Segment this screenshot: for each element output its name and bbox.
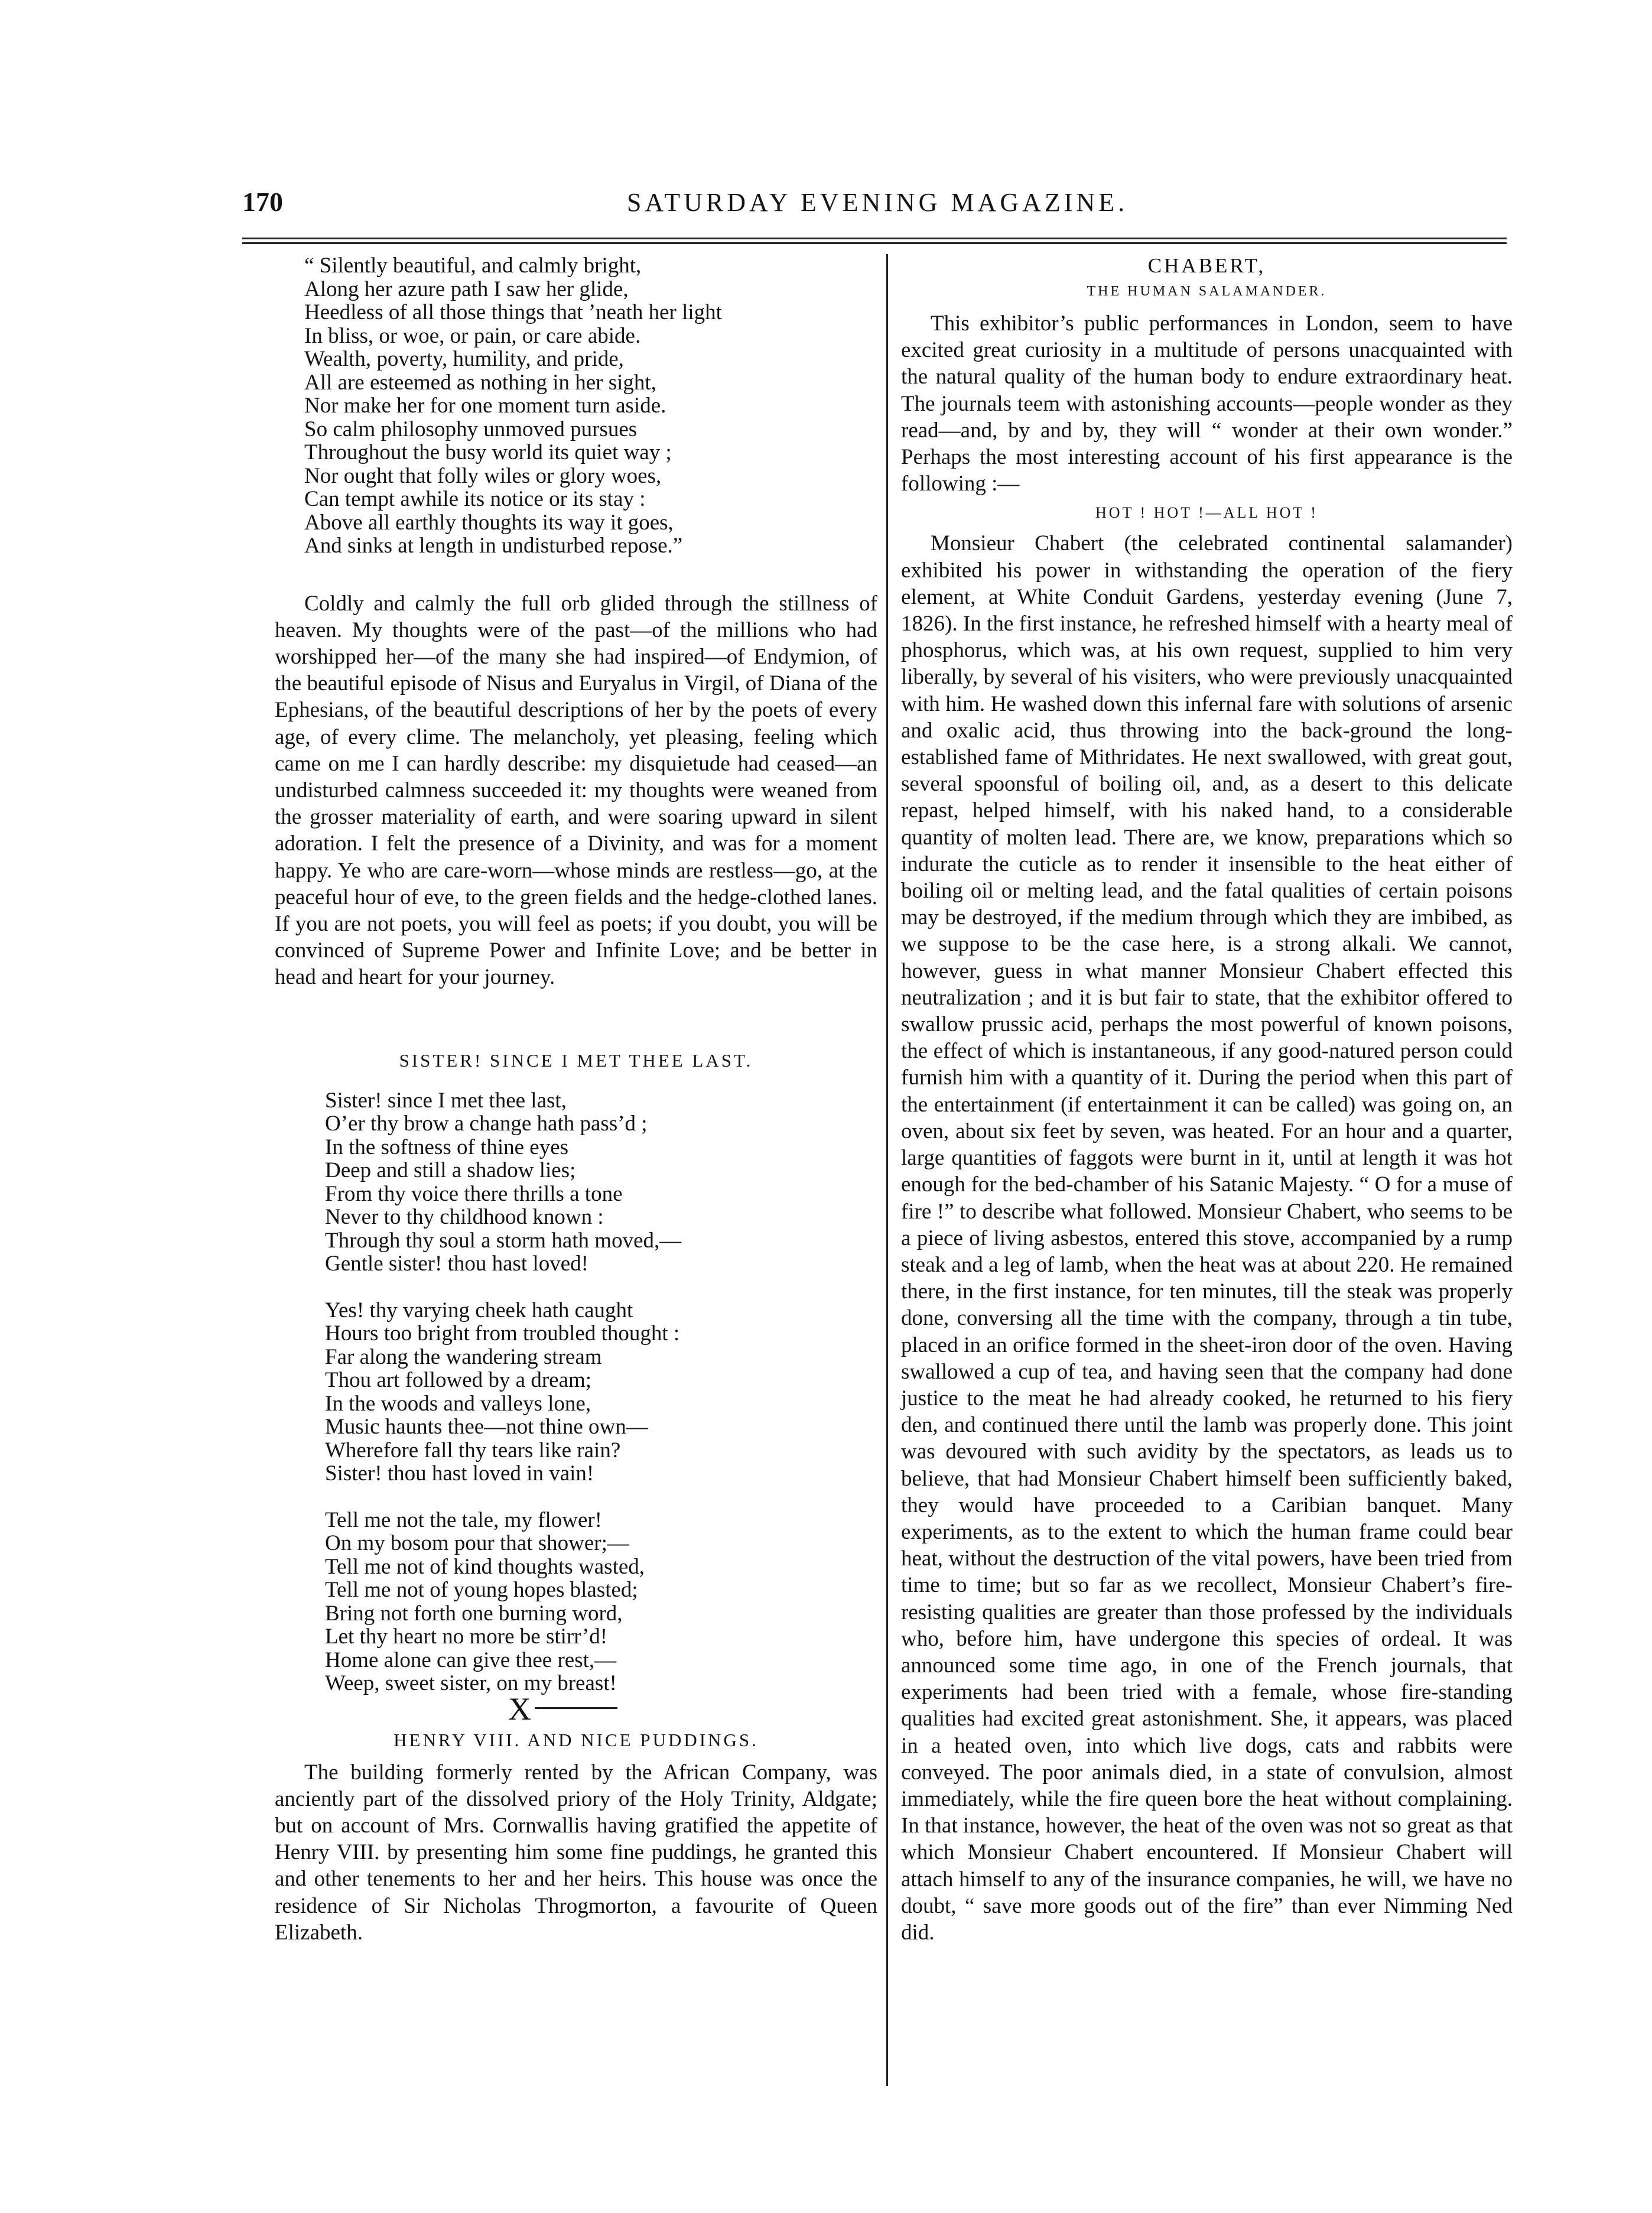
section-divider: [275, 1691, 877, 1730]
poem-line: Music haunts thee—not thine own—: [325, 1415, 648, 1439]
poem-line: In the softness of thine eyes: [325, 1135, 569, 1159]
article-subtitle-chabert: THE HUMAN SALAMANDER.: [1087, 284, 1327, 299]
article-title-henry: HENRY VIII. AND NICE PUDDINGS.: [394, 1729, 759, 1750]
poem-line: Tell me not the tale, my flower!: [325, 1507, 603, 1532]
article-title-chabert: CHABERT,: [1147, 254, 1266, 277]
chabert-intro-paragraph: This exhibitor’s public performances in London, seem to have excited great curiosity in a multitude of persons unacquainted with the natural quality of the human body to endure extraordinary heat. The journals teem with astonishing accounts—people wonder as they read—and, by and by, they will “ wonder at their own wonder.” Perhaps the most interesting account of his first appearance is the following :—: [901, 311, 1513, 496]
moon-reflection-paragraph: Coldly and calmly the full orb glided through the stillness of heaven. My thoughts were of the past—of the millions who had worshipped her—of the many she had inspired—of Endymion, of the beautiful episode of Nisus and Euryalus in Virgil, of Diana of the Ephesians, of the beautiful descriptions of her by the poets of every age, of every clime. The melancholy, yet pleasing, feeling which came on me I can hardly describe: my disquietude had ceased—an undisturbed calmness succeeded it: my thoughts were weaned from the grosser materiality of earth, and were soaring upward in silent adoration. I felt the presence of a Divinity, and was for a moment happy. Ye who are care-worn—whose minds are restless—go, at the peaceful hour of eve, to the green fields and the hedge-clothed lanes. If you are not poets, you will feel as poets; if you doubt, you will be convinced of Supreme Power and Infinite Love; and be better in head and heart for your journey.: [275, 591, 877, 990]
poem-line: And sinks at length in undisturbed repose.”: [304, 534, 683, 558]
poem-stanza-3: [325, 1509, 877, 1695]
page-number: 170: [242, 187, 283, 217]
poem-line: In bliss, or woe, or pain, or care abide.: [304, 323, 641, 348]
column-divider: [886, 254, 888, 2086]
poem-line: Far along the wandering stream: [325, 1344, 602, 1369]
poem-line: All are esteemed as nothing in her sight,: [304, 370, 656, 395]
poem-line: On my bosom pour that shower;—: [325, 1531, 629, 1556]
henry-article-paragraph: The building formerly rented by the African Company, was anciently part of the dissolved priory of the Holy Trinity, Aldgate; but on account of Mrs. Cornwallis having gratified the appetite of Henry VIII. by presenting him some fine puddings, he granted this and other tenements to her and her heirs. This house was once the residence of Sir Nicholas Throgmorton, a favourite of Queen Elizabeth.: [275, 1760, 877, 1945]
poem-line: Through thy soul a storm hath moved,—: [325, 1228, 682, 1253]
poem-line: Sister! since I met thee last,: [325, 1088, 567, 1113]
poem-line: Yes! thy varying cheek hath caught: [325, 1298, 633, 1322]
chabert-body-paragraph: Monsieur Chabert (the celebrated continental salamander) exhibited his power in withstanding the operation of the fiery element, at White Conduit Gardens, yesterday evening (June 7, 1826). In the first instance, he refreshed himself with a hearty meal of phosphorus, which was, at his own request, supplied to him very liberally, by several of his visiters, who were previously unacquainted with him. He washed down this infernal fare with solutions of arsenic and oxalic acid, thus throwing into the back-ground the long-established fame of Mithridates. He next swallowed, with great gout, several spoonsful of boiling oil, and, as a desert to this delicate repast, helped himself, with his naked hand, to a considerable quantity of molten lead. There are, we know, preparations which so indurate the cuticle as to render it insensible to the heat either of boiling oil or melting lead, and the fatal qualities of certain poisons may be destroyed, if the medium through which they are imbibed, as we suppose to be the case here, is a strong alkali. We cannot, however, guess in what manner Monsieur Chabert effected this neutralization ; and it is but fair to state, that the exhibitor offered to swallow prussic acid, perhaps the most powerful of known poisons, the effect of which is instantaneous, if any good-natured person could furnish him with a quantity of it. During the period when this part of the entertainment (if entertainment it can be called) was going on, an oven, about six feet by seven, was heated. For an hour and a quarter, large quantities of faggots were burnt in it, until at length it was hot enough for the bed-chamber of his Satanic Majesty. “ O for a muse of fire !” to describe what followed. Monsieur Chabert, who seems to be a piece of living asbestos, entered this stove, accompanied by a rump steak and a leg of lamb, when the heat was at about 220. He remained there, in the first instance, for ten minutes, till the steak was properly done, conversing all the time with the company, through a tin tube, placed in an orifice formed in the sheet-iron door of the oven. Having swallowed a cup of tea, and having seen that the company had done justice to the meat he had already cooked, he returned to his fiery den, and continued there until the lamb was properly done. This joint was devoured with such avidity by the spectators, as leads us to believe, that had Monsieur Chabert himself been sufficiently baked, they would have proceeded to a Caribian banquet. Many experiments, as to the extent to which the human frame could bear heat, without the destruction of the vital powers, have been tried from time to time; but so far as we recollect, Monsieur Chabert’s fire-resisting qualities are greater than those professed by the individuals who, before him, have undergone this species of ordeal. It was announced some time ago, in one of the French journals, that experiments had been tried with a female, whose fire-standing qualities had excited great astonishment. She, it appears, was placed in a heated oven, into which live dogs, cats and rabbits were conveyed. The poor animals died, in a state of convulsion, almost immediately, while the fire queen bore the heat without complaining. In that instance, however, the heat of the oven was not so great as that which Monsieur Chabert encountered. If Monsieur Chabert will attach himself to any of the insurance companies, he will, we have no doubt, “ save more goods out of the fire” than ever Nimming Ned did.: [901, 531, 1513, 1945]
poem-line: Along her azure path I saw her glide,: [304, 277, 629, 301]
poem-line: Above all earthly thoughts its way it goes,: [304, 510, 674, 535]
poem-line: Heedless of all those things that ’neath her light: [304, 300, 722, 324]
poem-line: Let thy heart no more be stirr’d!: [325, 1624, 608, 1649]
poem-line: So calm philosophy unmoved pursues: [304, 417, 638, 441]
poem-line: Never to thy childhood known :: [325, 1205, 604, 1230]
moon-poem: [275, 254, 877, 558]
right-column: [901, 254, 1513, 1946]
poem-stanza-2: [325, 1299, 877, 1486]
header-rule-top: [242, 238, 1507, 239]
running-title: SATURDAY EVENING MAGAZINE.: [626, 188, 1129, 217]
poem-line: Sister! thou hast loved in vain!: [325, 1461, 594, 1486]
poem-line: Wealth, poverty, humility, and pride,: [304, 347, 624, 371]
poem-line: Home alone can give thee rest,—: [325, 1647, 617, 1672]
poem-line: Nor ought that folly wiles or glory woes,: [304, 463, 662, 488]
poem-line: Wherefore fall thy tears like rain?: [325, 1438, 621, 1463]
poem-line: Deep and still a shadow lies;: [325, 1158, 576, 1183]
left-column: [275, 254, 877, 1946]
poem-line: Nor make her for one moment turn aside.: [304, 394, 666, 418]
page-header: [242, 186, 1513, 222]
header-rule-bottom: [242, 242, 1507, 244]
poem-line: Tell me not of young hopes blasted;: [325, 1578, 638, 1603]
poem-line: Tell me not of kind thoughts wasted,: [325, 1554, 645, 1579]
chabert-exclamation-heading: HOT ! HOT !—ALL HOT !: [1095, 504, 1318, 522]
poem-line: From thy voice there thrills a tone: [325, 1181, 623, 1206]
poem-line: Thou art followed by a dream;: [325, 1368, 592, 1393]
poem-line: O’er thy brow a change hath pass’d ;: [325, 1112, 648, 1136]
poem-line: Gentle sister! thou hast loved!: [325, 1252, 588, 1276]
poem-line: Bring not forth one burning word,: [325, 1601, 623, 1626]
poem-line: In the woods and valleys lone,: [325, 1391, 591, 1416]
poem-line: “ Silently beautiful, and calmly bright,: [304, 254, 642, 278]
divider-mark: X: [508, 1691, 531, 1727]
poem-title-sister: SISTER! SINCE I MET THEE LAST.: [399, 1049, 753, 1071]
sister-poem: [275, 1089, 877, 1695]
poem-line: Hours too bright from troubled thought :: [325, 1321, 680, 1346]
poem-line: Weep, sweet sister, on my breast!: [325, 1671, 617, 1696]
poem-stanza-1: [325, 1089, 877, 1276]
poem-line: Throughout the busy world its quiet way ;: [304, 440, 672, 464]
poem-line: Can tempt awhile its notice or its stay :: [304, 487, 646, 511]
